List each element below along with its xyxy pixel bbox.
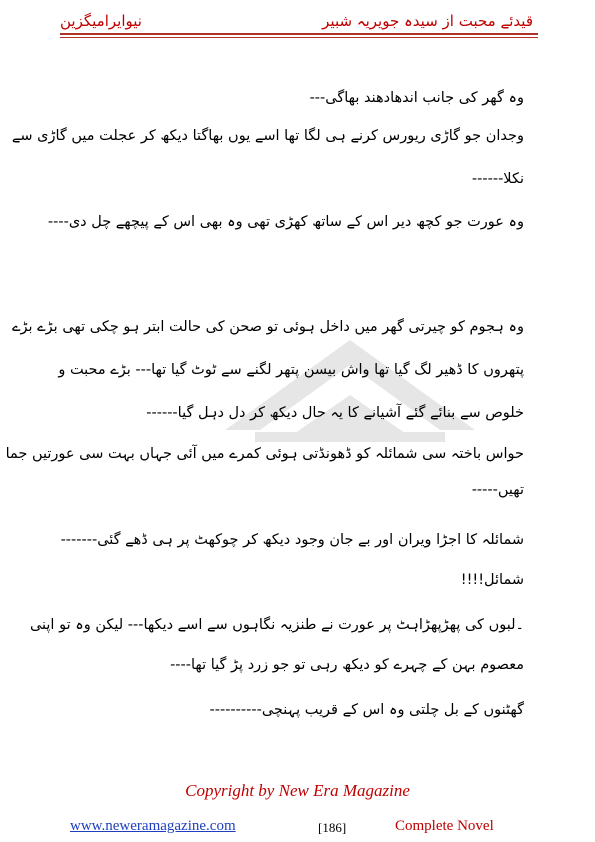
text-line: وہ عورت جو کچھ دیر اس کے ساتھ کھڑی تھی وہ بھی اس کے پیچھے چل دی---- xyxy=(47,214,524,230)
text-line: شمائلہ کا اجڑا ویران اور بے جان وجود دیکھ کر چوکھٹ پر ہی ڈھے گئی------- xyxy=(60,532,524,548)
complete-novel-label: Complete Novel xyxy=(395,818,494,834)
copyright-notice: Copyright by New Era Magazine xyxy=(185,781,410,800)
header-rule-thick xyxy=(60,33,538,35)
page-number: [186] xyxy=(318,820,347,835)
watermark-logo xyxy=(215,320,485,460)
novel-title-header: قیدئے محبت از سیدہ جویریہ شبیر xyxy=(322,12,533,30)
text-line: تھیں----- xyxy=(471,482,524,498)
text-line: ۔لبوں کی پھڑپھڑاہٹ پر عورت نے طنزیہ نگاہوں سے اسے دیکھا--- لیکن وہ تو اپنی xyxy=(29,617,524,633)
magazine-name-header: نیوایرامیگزین xyxy=(60,12,142,30)
text-line: وہ ہجوم کو چیرتی گھر میں داخل ہوئی تو صحن کی حالت ابتر ہو چکی تھی بڑے بڑے xyxy=(12,319,524,335)
text-line: نکلا------ xyxy=(471,171,524,187)
text-line: معصوم بہن کے چہرے کو دیکھ رہی تو جو زرد پڑ گیا تھا---- xyxy=(170,657,524,673)
text-line: وجدان جو گاڑی ریورس کرنے ہی لگا تھا اسے یوں بھاگتا دیکھ کر عجلت میں گاڑی سے xyxy=(11,128,524,144)
text-line: پتھروں کا ڈھیر لگ گیا تھا واش بیسن پتھر لگنے سے ٹوٹ گیا تھا--- بڑے محبت و xyxy=(58,362,524,378)
text-line: خلوص سے بنائے گئے آشیانے کا یہ حال دیکھ کر دل دہل گیا------ xyxy=(146,405,524,421)
website-link[interactable]: www.neweramagazine.com xyxy=(70,818,236,834)
header-rule-thin xyxy=(60,37,538,38)
text-line: وہ گھر کی جانب اندھادھند بھاگی--- xyxy=(309,90,524,106)
text-line: حواس باختہ سی شمائلہ کو ڈھونڈتی ہوئی کمرے میں آئی جہاں بہت سی عورتیں جما xyxy=(5,446,524,462)
text-line: شمائل!!!! xyxy=(460,572,524,588)
text-line: گھٹنوں کے بل چلتی وہ اس کے قریب پہنچی---------- xyxy=(209,702,524,718)
